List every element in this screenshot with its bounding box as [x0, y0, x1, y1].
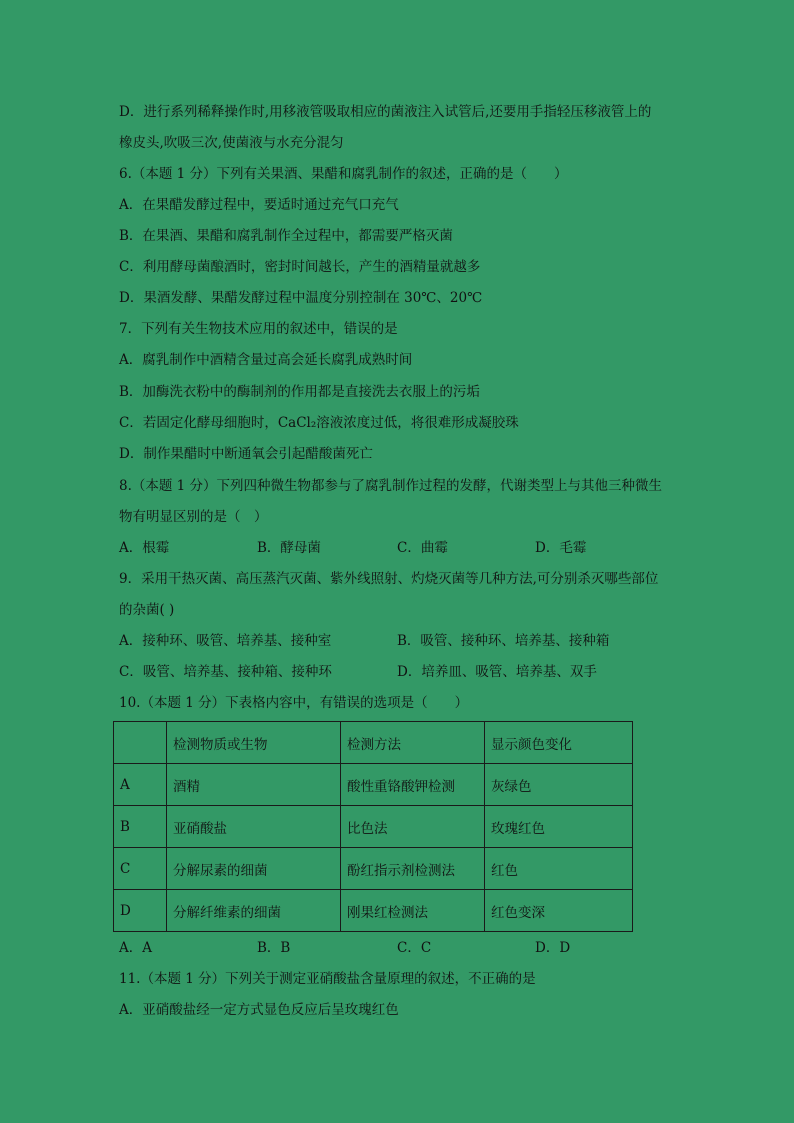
q9-option-b: B．吸管、接种环、培养基、接种箱	[397, 633, 610, 649]
q6-option-d: D．果酒发酵、果醋发酵过程中温度分别控制在 30℃、20℃	[119, 290, 483, 306]
q8-option-b: B．酵母菌	[257, 540, 321, 556]
table-header-cell	[114, 722, 167, 764]
q9-option-c: C．吸管、培养基、接种箱、接种环	[119, 664, 332, 680]
q8-option-a: A．根霉	[119, 540, 170, 556]
table-header-cell: 显示颜色变化	[485, 722, 633, 764]
table-cell: 比色法	[341, 806, 485, 848]
q7-stem: 7．下列有关生物技术应用的叙述中，错误的是	[119, 321, 398, 337]
table-cell: B	[114, 806, 167, 848]
q8-option-c: C．曲霉	[397, 540, 448, 556]
q9-stem-line1: 9．采用干热灭菌、高压蒸汽灭菌、紫外线照射、灼烧灭菌等几种方法,可分别杀灭哪些部位	[119, 571, 659, 587]
q11-stem: 11.（本题 1 分）下列关于测定亚硝酸盐含量原理的叙述，不正确的是	[119, 971, 536, 987]
table-cell: 分解纤维素的细菌	[167, 890, 341, 932]
q5-option-d-line1: D．进行系列稀释操作时,用移液管吸取相应的菌液注入试管后,还要用手指轻压移液管上的	[119, 104, 652, 120]
q10-option-b: B．B	[257, 940, 291, 956]
table-cell: 灰绿色	[485, 764, 633, 806]
q7-option-d: D．制作果醋时中断通氧会引起醋酸菌死亡	[119, 446, 373, 462]
table-header-cell: 检测方法	[341, 722, 485, 764]
q10-option-c: C．C	[397, 940, 432, 956]
table-cell: 刚果红检测法	[341, 890, 485, 932]
table-cell: D	[114, 890, 167, 932]
table-cell: 红色变深	[485, 890, 633, 932]
table-cell: A	[114, 764, 167, 806]
table-row	[114, 848, 633, 890]
q6-option-b: B．在果酒、果醋和腐乳制作全过程中，都需要严格灭菌	[119, 228, 453, 244]
q7-option-a: A．腐乳制作中酒精含量过高会延长腐乳成熟时间	[119, 352, 413, 368]
table-cell: 分解尿素的细菌	[167, 848, 341, 890]
table-row	[114, 764, 633, 806]
q7-option-c: C．若固定化酵母细胞时，CaCl₂溶液浓度过低，将很难形成凝胶珠	[119, 415, 519, 431]
q9-stem-line2: 的杂菌( )	[119, 602, 175, 618]
table-cell: C	[114, 848, 167, 890]
table-cell: 酒精	[167, 764, 341, 806]
q10-option-a: A．A	[119, 940, 152, 956]
table-header-cell: 检测物质或生物	[167, 722, 341, 764]
q6-stem: 6.（本题 1 分）下列有关果酒、果醋和腐乳制作的叙述，正确的是（ ）	[119, 166, 568, 182]
q8-stem-line1: 8.（本题 1 分）下列四种微生物都参与了腐乳制作过程的发酵，代谢类型上与其他三种微生	[119, 478, 663, 494]
table-header-row	[114, 722, 633, 764]
q5-option-d-line2: 橡皮头,吹吸三次,使菌液与水充分混匀	[119, 135, 344, 151]
table-cell: 红色	[485, 848, 633, 890]
q9-option-d: D．培养皿、吸管、培养基、双手	[397, 664, 597, 680]
q8-option-d: D．毛霉	[535, 540, 587, 556]
table-cell: 亚硝酸盐	[167, 806, 341, 848]
q7-option-b: B．加酶洗衣粉中的酶制剂的作用都是直接洗去衣服上的污垢	[119, 384, 480, 400]
table-row	[114, 890, 633, 932]
q8-stem-line2: 物有明显区别的是（ ）	[119, 509, 268, 525]
q6-option-a: A．在果醋发酵过程中，要适时通过充气口充气	[119, 197, 399, 213]
table-cell: 玫瑰红色	[485, 806, 633, 848]
table-cell: 酚红指示剂检测法	[341, 848, 485, 890]
q10-table	[113, 721, 633, 932]
q9-option-a: A．接种环、吸管、培养基、接种室	[119, 633, 332, 649]
q10-option-d: D．D	[535, 940, 571, 956]
q6-option-c: C．利用酵母菌酿酒时，密封时间越长，产生的酒精量就越多	[119, 259, 481, 275]
table-row	[114, 806, 633, 848]
q10-stem: 10.（本题 1 分）下表格内容中，有错误的选项是（ ）	[119, 695, 469, 711]
q11-option-a: A．亚硝酸盐经一定方式显色反应后呈玫瑰红色	[119, 1002, 399, 1018]
table-cell: 酸性重铬酸钾检测	[341, 764, 485, 806]
